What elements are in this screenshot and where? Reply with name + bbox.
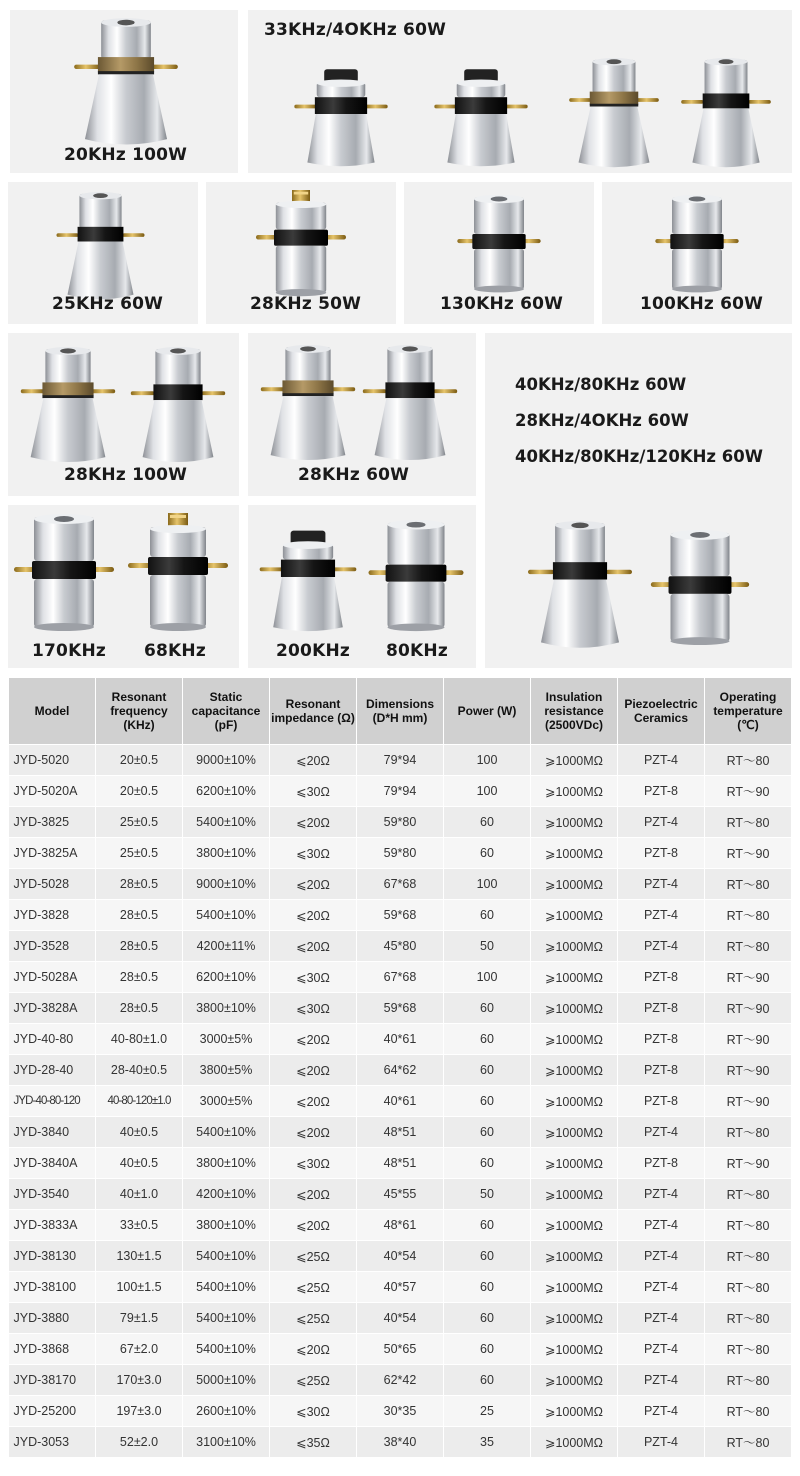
power-cell: 60 [444,993,531,1024]
dimensions-cell: 59*80 [357,807,444,838]
frequency-cell: 67±2.0 [96,1334,183,1365]
insulation-cell: ⩾1000MΩ [531,838,618,869]
power-cell: 60 [444,1024,531,1055]
impedance-cell: ⩽25Ω [270,1303,357,1334]
capacitance-cell: 3000±5% [183,1086,270,1117]
ceramics-cell: PZT-8 [618,1055,705,1086]
table-row [9,869,792,900]
dimensions-cell: 40*61 [357,1024,444,1055]
ceramics-cell: PZT-4 [618,1117,705,1148]
model-cell: JYD-3540 [9,1179,96,1210]
impedance-cell: ⩽20Ω [270,1024,357,1055]
capacitance-cell: 3800±10% [183,1148,270,1179]
impedance-cell: ⩽30Ω [270,776,357,807]
transducer-image [258,345,358,463]
power-cell: 60 [444,838,531,869]
capacitance-cell: 2600±10% [183,1396,270,1427]
dimensions-cell: 30*35 [357,1396,444,1427]
power-cell: 60 [444,900,531,931]
table-row [9,1303,792,1334]
temperature-cell: RT～90 [705,838,792,869]
impedance-cell: ⩽20Ω [270,869,357,900]
dimensions-cell: 40*54 [357,1241,444,1272]
impedance-cell: ⩽20Ω [270,1117,357,1148]
dimensions-cell: 48*61 [357,1210,444,1241]
model-cell: JYD-3053 [9,1427,96,1458]
temperature-cell: RT～80 [705,1303,792,1334]
product-panel-28khz-50w [206,182,396,324]
temperature-cell: RT～80 [705,1117,792,1148]
insulation-cell: ⩾1000MΩ [531,1241,618,1272]
model-cell: JYD-38100 [9,1272,96,1303]
table-row [9,1148,792,1179]
capacitance-cell: 4200±10% [183,1179,270,1210]
impedance-cell: ⩽30Ω [270,1396,357,1427]
power-cell: 60 [444,1334,531,1365]
ceramics-cell: PZT-4 [618,931,705,962]
impedance-cell: ⩽20Ω [270,745,357,776]
model-cell: JYD-38170 [9,1365,96,1396]
insulation-cell: ⩾1000MΩ [531,869,618,900]
caption-200khz: 200KHz [276,641,350,661]
ceramics-cell: PZT-4 [618,1365,705,1396]
insulation-cell: ⩾1000MΩ [531,776,618,807]
column-header: Power (W) [444,678,531,745]
table-header-row [9,678,792,745]
impedance-cell: ⩽20Ω [270,1055,357,1086]
column-header: Dimensions (D*H mm) [357,678,444,745]
dimensions-cell: 38*40 [357,1427,444,1458]
capacitance-cell: 4200±11% [183,931,270,962]
insulation-cell: ⩾1000MΩ [531,807,618,838]
dimensions-cell: 40*54 [357,1303,444,1334]
impedance-cell: ⩽20Ω [270,1210,357,1241]
impedance-cell: ⩽20Ω [270,1086,357,1117]
insulation-cell: ⩾1000MΩ [531,1210,618,1241]
insulation-cell: ⩾1000MΩ [531,993,618,1024]
insulation-cell: ⩾1000MΩ [531,1396,618,1427]
ceramics-cell: PZT-4 [618,1427,705,1458]
caption-170khz: 170KHz [32,641,106,661]
dimensions-cell: 59*68 [357,900,444,931]
power-cell: 60 [444,1241,531,1272]
dimensions-cell: 64*62 [357,1055,444,1086]
power-cell: 60 [444,807,531,838]
caption-80khz: 80KHz [386,641,448,661]
temperature-cell: RT～80 [705,931,792,962]
power-cell: 100 [444,776,531,807]
impedance-cell: ⩽25Ω [270,1365,357,1396]
power-cell: 25 [444,1396,531,1427]
product-panel-28khz-60w [248,333,476,496]
temperature-cell: RT～80 [705,745,792,776]
capacitance-cell: 5400±10% [183,1334,270,1365]
power-cell: 60 [444,1086,531,1117]
table-body [9,745,792,1458]
table-row [9,1365,792,1396]
capacitance-cell: 3800±10% [183,1210,270,1241]
impedance-cell: ⩽30Ω [270,993,357,1024]
ceramics-cell: PZT-4 [618,1241,705,1272]
column-header: Operating temperature (℃) [705,678,792,745]
table-row [9,1055,792,1086]
table-row [9,807,792,838]
capacitance-cell: 3800±5% [183,1055,270,1086]
product-panel-170-68khz [8,505,239,668]
frequency-cell: 28-40±0.5 [96,1055,183,1086]
power-cell: 50 [444,1179,531,1210]
power-cell: 35 [444,1427,531,1458]
dimensions-cell: 79*94 [357,776,444,807]
temperature-cell: RT～80 [705,1427,792,1458]
table-row [9,993,792,1024]
transducer-image [360,345,460,463]
transducer-image [14,513,114,633]
transducer-image [564,58,664,170]
power-cell: 60 [444,1210,531,1241]
product-panel-multi-freq [485,333,792,668]
ceramics-cell: PZT-8 [618,776,705,807]
transducer-image [426,58,536,170]
ceramics-cell: PZT-4 [618,1396,705,1427]
column-header: Resonant impedance (Ω) [270,678,357,745]
power-cell: 100 [444,745,531,776]
temperature-cell: RT～90 [705,993,792,1024]
insulation-cell: ⩾1000MΩ [531,1055,618,1086]
insulation-cell: ⩾1000MΩ [531,1365,618,1396]
model-cell: JYD-28-40 [9,1055,96,1086]
capacitance-cell: 5400±10% [183,807,270,838]
temperature-cell: RT～80 [705,1241,792,1272]
capacitance-cell: 6200±10% [183,962,270,993]
transducer-image [654,194,740,294]
frequency-cell: 28±0.5 [96,869,183,900]
frequency-cell: 28±0.5 [96,993,183,1024]
frequency-cell: 40±1.0 [96,1179,183,1210]
insulation-cell: ⩾1000MΩ [531,1179,618,1210]
temperature-cell: RT～90 [705,962,792,993]
temperature-cell: RT～80 [705,1179,792,1210]
capacitance-cell: 6200±10% [183,776,270,807]
insulation-cell: ⩾1000MΩ [531,900,618,931]
column-header: Resonant frequency (KHz) [96,678,183,745]
spec-table [8,677,792,1458]
transducer-image [128,513,228,633]
dimensions-cell: 45*80 [357,931,444,962]
transducer-image [256,190,346,298]
ceramics-cell: PZT-4 [618,1303,705,1334]
caption-20khz: 20KHz 100W [64,145,188,165]
model-cell: JYD-5028 [9,869,96,900]
table-row [9,1427,792,1458]
transducer-image [72,18,180,148]
ceramics-cell: PZT-4 [618,745,705,776]
dimensions-cell: 40*57 [357,1272,444,1303]
dimensions-cell: 50*65 [357,1334,444,1365]
frequency-cell: 52±2.0 [96,1427,183,1458]
impedance-cell: ⩽20Ω [270,1179,357,1210]
model-cell: JYD-3828A [9,993,96,1024]
dimensions-cell: 79*94 [357,745,444,776]
table-row [9,1241,792,1272]
model-cell: JYD-3528 [9,931,96,962]
dimensions-cell: 40*61 [357,1086,444,1117]
spec-line-2: 28KHz/4OKHz 60W [515,411,689,430]
dimensions-cell: 62*42 [357,1365,444,1396]
frequency-cell: 40-80±1.0 [96,1024,183,1055]
frequency-cell: 40±0.5 [96,1117,183,1148]
table-row [9,838,792,869]
temperature-cell: RT～90 [705,1086,792,1117]
ceramics-cell: PZT-8 [618,1086,705,1117]
model-cell: JYD-3880 [9,1303,96,1334]
capacitance-cell: 9000±10% [183,869,270,900]
temperature-cell: RT～90 [705,1148,792,1179]
model-cell: JYD-5028A [9,962,96,993]
dimensions-cell: 48*51 [357,1117,444,1148]
frequency-cell: 79±1.5 [96,1303,183,1334]
model-cell: JYD-3825 [9,807,96,838]
temperature-cell: RT～80 [705,869,792,900]
transducer-image [456,194,542,294]
model-cell: JYD-40-80 [9,1024,96,1055]
caption-33-40khz: 33KHz/4OKHz 60W [264,20,447,40]
table-row [9,1334,792,1365]
ceramics-cell: PZT-4 [618,1272,705,1303]
impedance-cell: ⩽25Ω [270,1272,357,1303]
temperature-cell: RT～90 [705,776,792,807]
table-row [9,962,792,993]
impedance-cell: ⩽30Ω [270,1148,357,1179]
transducer-image [647,529,753,647]
product-panel-130khz [404,182,594,324]
caption-130khz: 130KHz 60W [440,294,564,314]
impedance-cell: ⩽30Ω [270,838,357,869]
frequency-cell: 100±1.5 [96,1272,183,1303]
transducer-image [258,519,358,635]
temperature-cell: RT～80 [705,807,792,838]
table-row [9,1024,792,1055]
frequency-cell: 25±0.5 [96,807,183,838]
product-panel-33-40khz [248,10,792,173]
transducer-image [525,521,635,651]
caption-28khz-60w: 28KHz 60W [298,465,410,485]
frequency-cell: 28±0.5 [96,931,183,962]
dimensions-cell: 59*68 [357,993,444,1024]
spec-line-1: 40KHz/80KHz 60W [515,375,687,394]
capacitance-cell: 5000±10% [183,1365,270,1396]
ceramics-cell: PZT-4 [618,1210,705,1241]
insulation-cell: ⩾1000MΩ [531,962,618,993]
table-row [9,776,792,807]
transducer-image [286,58,396,170]
caption-25khz: 25KHz 60W [52,294,164,314]
ceramics-cell: PZT-4 [618,900,705,931]
frequency-cell: 20±0.5 [96,745,183,776]
capacitance-cell: 5400±10% [183,1272,270,1303]
ceramics-cell: PZT-4 [618,1334,705,1365]
product-panel-200-80khz [248,505,476,668]
capacitance-cell: 3000±5% [183,1024,270,1055]
table-row [9,931,792,962]
frequency-cell: 20±0.5 [96,776,183,807]
model-cell: JYD-40-80-120 [9,1086,96,1117]
ceramics-cell: PZT-8 [618,962,705,993]
frequency-cell: 33±0.5 [96,1210,183,1241]
insulation-cell: ⩾1000MΩ [531,745,618,776]
power-cell: 60 [444,1117,531,1148]
power-cell: 60 [444,1365,531,1396]
impedance-cell: ⩽25Ω [270,1241,357,1272]
table-row [9,1272,792,1303]
temperature-cell: RT～80 [705,1210,792,1241]
model-cell: JYD-3825A [9,838,96,869]
temperature-cell: RT～80 [705,1365,792,1396]
temperature-cell: RT～90 [705,1024,792,1055]
model-cell: JYD-3868 [9,1334,96,1365]
frequency-cell: 170±3.0 [96,1365,183,1396]
capacitance-cell: 9000±10% [183,745,270,776]
insulation-cell: ⩾1000MΩ [531,1086,618,1117]
insulation-cell: ⩾1000MΩ [531,1117,618,1148]
capacitance-cell: 3800±10% [183,838,270,869]
dimensions-cell: 59*80 [357,838,444,869]
caption-100khz: 100KHz 60W [640,294,764,314]
power-cell: 60 [444,1148,531,1179]
ceramics-cell: PZT-4 [618,807,705,838]
insulation-cell: ⩾1000MΩ [531,1272,618,1303]
impedance-cell: ⩽20Ω [270,900,357,931]
model-cell: JYD-38130 [9,1241,96,1272]
table-row [9,900,792,931]
temperature-cell: RT～80 [705,1396,792,1427]
capacitance-cell: 5400±10% [183,1241,270,1272]
transducer-image [53,192,148,302]
frequency-cell: 25±0.5 [96,838,183,869]
model-cell: JYD-3840A [9,1148,96,1179]
column-header: Insulation resistance (2500VDc) [531,678,618,745]
model-cell: JYD-5020A [9,776,96,807]
ceramics-cell: PZT-8 [618,1024,705,1055]
impedance-cell: ⩽20Ω [270,807,357,838]
model-cell: JYD-25200 [9,1396,96,1427]
model-cell: JYD-3840 [9,1117,96,1148]
spec-line-3: 40KHz/80KHz/120KHz 60W [515,447,763,466]
model-cell: JYD-3828 [9,900,96,931]
insulation-cell: ⩾1000MΩ [531,1427,618,1458]
power-cell: 50 [444,931,531,962]
capacitance-cell: 5400±10% [183,1303,270,1334]
capacitance-cell: 3100±10% [183,1427,270,1458]
caption-28khz-100w: 28KHz 100W [64,465,188,485]
capacitance-cell: 5400±10% [183,1117,270,1148]
impedance-cell: ⩽20Ω [270,1334,357,1365]
impedance-cell: ⩽30Ω [270,962,357,993]
column-header: Model [9,678,96,745]
column-header: Static capacitance (pF) [183,678,270,745]
frequency-cell: 28±0.5 [96,900,183,931]
frequency-cell: 40-80-120±1.0 [96,1086,183,1117]
transducer-image [128,347,228,465]
caption-68khz: 68KHz [144,641,206,661]
transducer-image [368,519,464,633]
frequency-cell: 40±0.5 [96,1148,183,1179]
power-cell: 60 [444,1303,531,1334]
ceramics-cell: PZT-8 [618,838,705,869]
model-cell: JYD-5020 [9,745,96,776]
transducer-image [18,347,118,465]
power-cell: 60 [444,1055,531,1086]
ceramics-cell: PZT-4 [618,1179,705,1210]
power-cell: 60 [444,1272,531,1303]
insulation-cell: ⩾1000MΩ [531,1303,618,1334]
capacitance-cell: 3800±10% [183,993,270,1024]
power-cell: 100 [444,962,531,993]
dimensions-cell: 48*51 [357,1148,444,1179]
frequency-cell: 28±0.5 [96,962,183,993]
column-header: Piezoelectric Ceramics [618,678,705,745]
table-row [9,1210,792,1241]
ceramics-cell: PZT-8 [618,1148,705,1179]
impedance-cell: ⩽20Ω [270,931,357,962]
temperature-cell: RT～80 [705,900,792,931]
table-row [9,1179,792,1210]
insulation-cell: ⩾1000MΩ [531,1024,618,1055]
power-cell: 100 [444,869,531,900]
table-row [9,745,792,776]
table-row [9,1086,792,1117]
insulation-cell: ⩾1000MΩ [531,1148,618,1179]
model-cell: JYD-3833A [9,1210,96,1241]
capacitance-cell: 5400±10% [183,900,270,931]
transducer-image [676,58,776,170]
temperature-cell: RT～90 [705,1055,792,1086]
dimensions-cell: 67*68 [357,962,444,993]
product-panel-25khz [8,182,198,324]
temperature-cell: RT～80 [705,1272,792,1303]
insulation-cell: ⩾1000MΩ [531,1334,618,1365]
table-row [9,1396,792,1427]
dimensions-cell: 45*55 [357,1179,444,1210]
product-panel-28khz-100w [8,333,239,496]
product-panel-20khz [10,10,238,173]
ceramics-cell: PZT-4 [618,869,705,900]
frequency-cell: 130±1.5 [96,1241,183,1272]
insulation-cell: ⩾1000MΩ [531,931,618,962]
product-panel-100khz [602,182,792,324]
dimensions-cell: 67*68 [357,869,444,900]
temperature-cell: RT～80 [705,1334,792,1365]
table-row [9,1117,792,1148]
caption-28khz-50w: 28KHz 50W [250,294,362,314]
impedance-cell: ⩽35Ω [270,1427,357,1458]
frequency-cell: 197±3.0 [96,1396,183,1427]
ceramics-cell: PZT-8 [618,993,705,1024]
